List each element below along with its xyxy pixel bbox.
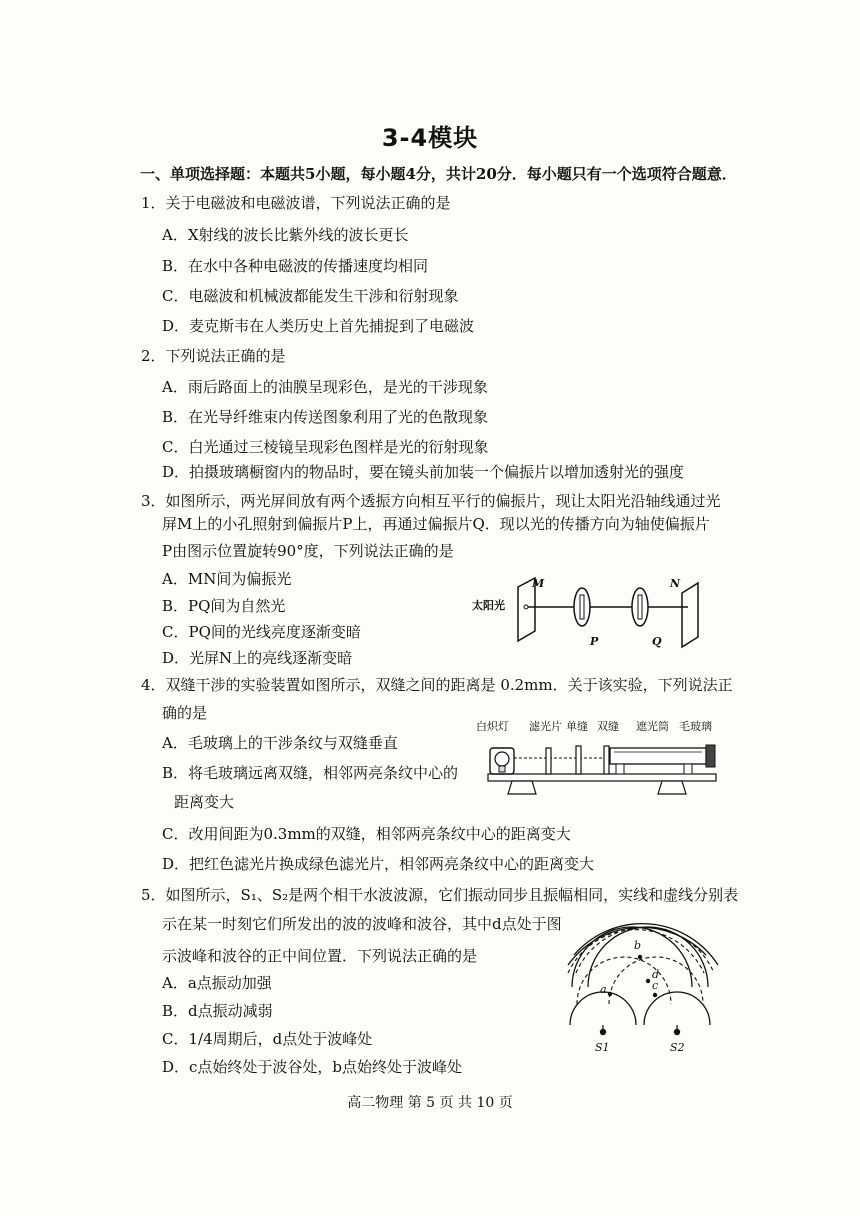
page-footer: 高二物理 第 5 页 共 10 页 [347, 1095, 513, 1111]
q4-stem-line-1: 4．双缝干涉的实验装置如图所示，双缝之间的距离是 0.2mm．关于该实验，下列说法正 [141, 676, 733, 694]
page-title: 3-4模块 [381, 124, 479, 152]
q2-option-a: A．雨后路面上的油膜呈现彩色，是光的干涉现象 [162, 378, 488, 396]
s1-crest-1 [570, 992, 636, 1025]
q1-stem: 1．关于电磁波和电磁波谱，下列说法正确的是 [141, 194, 451, 212]
polarizer-q-label: Q [652, 635, 662, 648]
q3-option-a: A．MN间为偏振光 [162, 570, 292, 588]
double-slit-figure [476, 718, 722, 804]
q3-option-c: C．PQ间的光线亮度逐渐变暗 [162, 623, 361, 641]
q5-option-d: D．c点始终处于波谷处，b点始终处于波峰处 [162, 1058, 463, 1076]
shading-tube [610, 748, 706, 764]
source-s1 [600, 1029, 606, 1035]
q4-stem-line-2: 确的是 [162, 704, 208, 722]
label-ground-glass: 毛玻璃 [679, 720, 712, 733]
point-d [646, 979, 650, 983]
q4-option-b-cont: 距离变大 [174, 793, 235, 811]
q1-option-d: D．麦克斯韦在人类历史上首先捕捉到了电磁波 [162, 317, 475, 335]
q2-stem: 2．下列说法正确的是 [141, 347, 286, 365]
section-header: 一、单项选择题：本题共5小题，每小题4分，共计20分．每小题只有一个选项符合题意． [140, 165, 737, 183]
tube-support-2 [684, 764, 692, 774]
s2-crest-2 [588, 927, 708, 987]
q5-stem-line-2: 示在某一时刻它们所发出的波的波峰和波谷，其中d点处于图 [162, 915, 562, 933]
light-bulb [495, 752, 509, 766]
bulb-base [499, 766, 505, 772]
q5-option-b: B．d点振动减弱 [162, 1002, 273, 1020]
q4-option-a: A．毛玻璃上的干涉条纹与双缝垂直 [162, 734, 398, 752]
eyepiece [706, 745, 715, 767]
q1-option-a: A．X射线的波长比紫外线的波长更长 [162, 226, 409, 244]
q5-stem-line-3: 示波峰和波谷的正中间位置．下列说法正确的是 [162, 947, 478, 965]
source-s2-label: S2 [670, 1041, 685, 1054]
point-c-label: c [652, 979, 659, 992]
q1-option-b: B．在水中各种电磁波的传播速度均相同 [162, 257, 429, 275]
polarizer-figure [470, 575, 720, 655]
q2-option-d: D．拍摄玻璃橱窗内的物品时，要在镜头前加装一个偏振片以增加透射光的强度 [162, 463, 685, 481]
screen-n [682, 583, 698, 647]
q2-option-b: B．在光导纤维束内传送图象利用了光的色散现象 [162, 408, 489, 426]
q4-option-b: B．将毛玻璃远离双缝，相邻两亮条纹中心的 [162, 764, 459, 782]
source-s2 [674, 1029, 680, 1035]
pinhole [524, 605, 528, 609]
q1-option-c: C．电磁波和机械波都能发生干涉和衍射现象 [162, 287, 459, 305]
point-b-label: b [634, 939, 642, 952]
q4-option-c: C．改用间距为0.3mm的双缝，相邻两亮条纹中心的距离变大 [162, 825, 571, 843]
q2-option-c: C．白光通过三棱镜呈现彩色图样是光的衍射现象 [162, 438, 489, 456]
screen-n-label: N [670, 577, 681, 590]
q4-option-d: D．把红色滤光片换成绿色滤光片，相邻两亮条纹中心的距离变大 [162, 855, 595, 873]
point-a [608, 992, 612, 996]
q3-stem-line-2: 屏M上的小孔照射到偏振片P上，再通过偏振片Q．现以光的传播方向为轴使偏振片 [162, 515, 710, 533]
label-double-slit: 双缝 [597, 720, 619, 733]
wave-interference-figure [568, 935, 718, 1060]
q3-option-d: D．光屏N上的亮线逐渐变暗 [162, 649, 353, 667]
polarizer-q [632, 588, 648, 626]
single-slit-element [576, 746, 581, 774]
bench-foot-left [508, 781, 536, 794]
label-lamp: 白炽灯 [476, 720, 509, 733]
polarizer-p-label: P [590, 635, 599, 648]
q3-stem-line-1: 3．如图所示，两光屏间放有两个透振方向相互平行的偏振片，现让太阳光沿轴线通过光 [141, 492, 721, 510]
q5-option-a: A．a点振动加强 [162, 974, 272, 992]
q3-stem-line-3: P由图示位置旋转90°度，下列说法正确的是 [162, 542, 454, 560]
screen-m-label: M [532, 577, 545, 590]
optical-bench [488, 774, 716, 781]
s1-crest-2 [572, 927, 692, 987]
tube-support [616, 764, 624, 774]
wave-fronts-s1 [570, 924, 718, 1025]
bench-foot-right [658, 781, 686, 794]
double-slit-element [604, 746, 609, 774]
filter-element [546, 748, 551, 774]
s1-crest-3 [574, 924, 718, 965]
label-filter: 滤光片 [529, 720, 562, 733]
polarizer-p [574, 588, 590, 626]
q5-option-c: C．1/4周期后，d点处于波峰处 [162, 1030, 373, 1048]
source-s1-label: S1 [595, 1041, 610, 1054]
point-a-label: a [600, 983, 607, 996]
point-c [653, 993, 657, 997]
label-single-slit: 单缝 [566, 720, 588, 733]
point-b [638, 955, 642, 959]
s2-crest-1 [644, 992, 710, 1025]
point-d-label: d [652, 968, 660, 981]
q5-stem-line-1: 5．如图所示，S₁、S₂是两个相干水波波源，它们振动同步且振幅相同，实线和虚线分别表 [141, 886, 739, 904]
q3-option-b: B．PQ间为自然光 [162, 597, 286, 615]
sunlight-label: 太阳光 [472, 599, 505, 612]
label-tube: 遮光筒 [636, 720, 669, 733]
